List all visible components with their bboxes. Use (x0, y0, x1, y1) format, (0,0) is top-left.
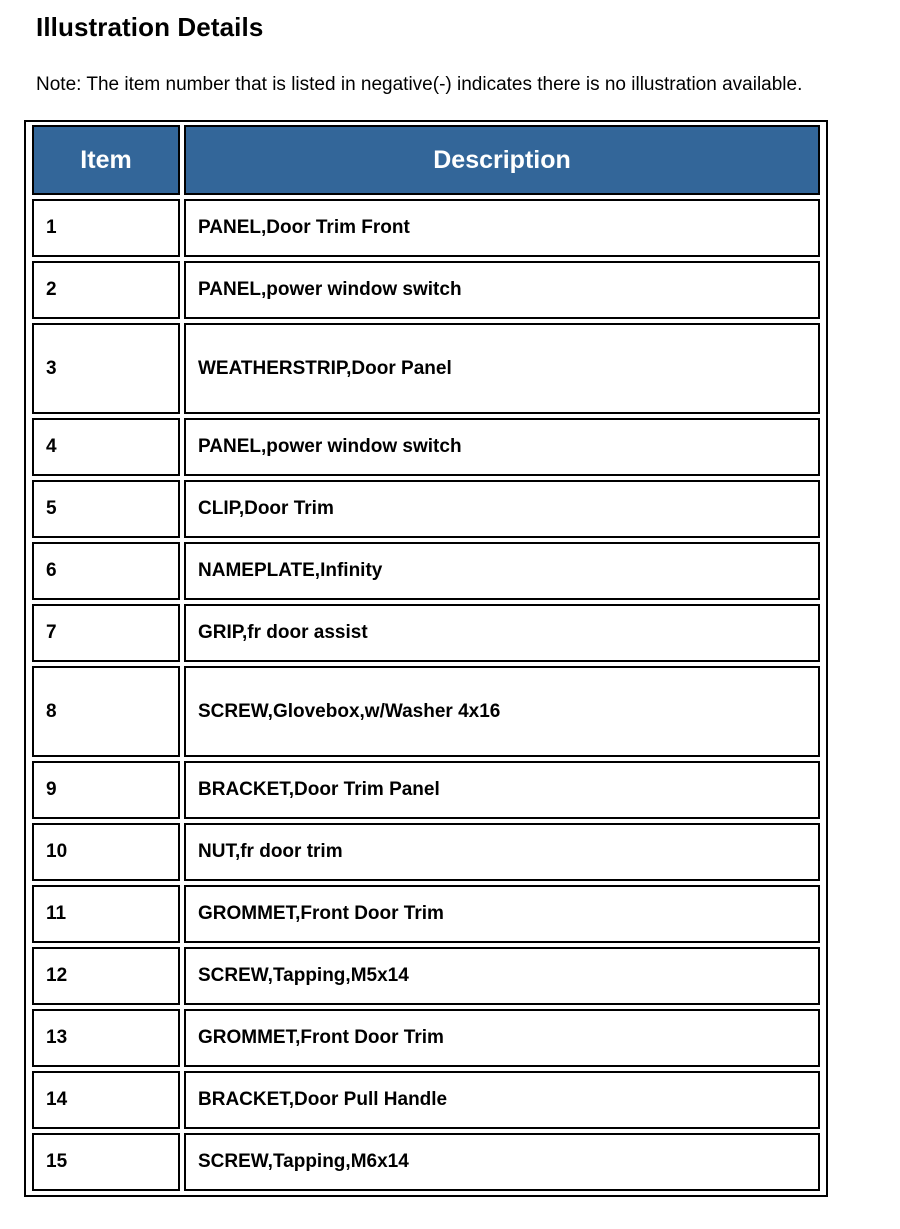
table-row (32, 666, 820, 757)
table-row (32, 261, 820, 319)
description-cell: GRIP,fr door assist (184, 604, 820, 662)
item-number-cell: 11 (32, 885, 180, 943)
item-column-header: Item (32, 125, 180, 195)
description-cell: SCREW,Tapping,M6x14 (184, 1133, 820, 1191)
description-cell: GROMMET,Front Door Trim (184, 885, 820, 943)
description-cell: NAMEPLATE,Infinity (184, 542, 820, 600)
item-number-cell: 7 (32, 604, 180, 662)
item-number-cell: 2 (32, 261, 180, 319)
table-row (32, 1133, 820, 1191)
description-column-header: Description (184, 125, 820, 195)
description-cell: SCREW,Glovebox,w/Washer 4x16 (184, 666, 820, 757)
description-cell: NUT,fr door trim (184, 823, 820, 881)
page-title: Illustration Details (36, 12, 264, 42)
table-row (32, 1071, 820, 1129)
description-cell: PANEL,power window switch (184, 418, 820, 476)
description-cell: CLIP,Door Trim (184, 480, 820, 538)
description-cell: SCREW,Tapping,M5x14 (184, 947, 820, 1005)
table-row (32, 1009, 820, 1067)
item-number-cell: 3 (32, 323, 180, 414)
illustration-note: Note: The item number that is listed in negative(-) indicates there is no illustration available. (36, 74, 803, 95)
table-row (32, 823, 820, 881)
table-row (32, 418, 820, 476)
table-row (32, 323, 820, 414)
table-row (32, 947, 820, 1005)
table-row (32, 199, 820, 257)
item-number-cell: 12 (32, 947, 180, 1005)
parts-table-frame (24, 120, 828, 1197)
item-number-cell: 4 (32, 418, 180, 476)
description-cell: WEATHERSTRIP,Door Panel (184, 323, 820, 414)
table-row (32, 480, 820, 538)
table-row (32, 761, 820, 819)
description-cell: GROMMET,Front Door Trim (184, 1009, 820, 1067)
item-number-cell: 13 (32, 1009, 180, 1067)
item-number-cell: 9 (32, 761, 180, 819)
description-cell: PANEL,power window switch (184, 261, 820, 319)
item-number-cell: 8 (32, 666, 180, 757)
item-number-cell: 6 (32, 542, 180, 600)
table-row (32, 604, 820, 662)
description-cell: BRACKET,Door Trim Panel (184, 761, 820, 819)
item-number-cell: 10 (32, 823, 180, 881)
item-number-cell: 14 (32, 1071, 180, 1129)
item-number-cell: 5 (32, 480, 180, 538)
table-header-row (32, 125, 820, 195)
item-number-cell: 15 (32, 1133, 180, 1191)
item-number-cell: 1 (32, 199, 180, 257)
table-row (32, 885, 820, 943)
table-row (32, 542, 820, 600)
parts-table (28, 121, 824, 1195)
description-cell: PANEL,Door Trim Front (184, 199, 820, 257)
description-cell: BRACKET,Door Pull Handle (184, 1071, 820, 1129)
